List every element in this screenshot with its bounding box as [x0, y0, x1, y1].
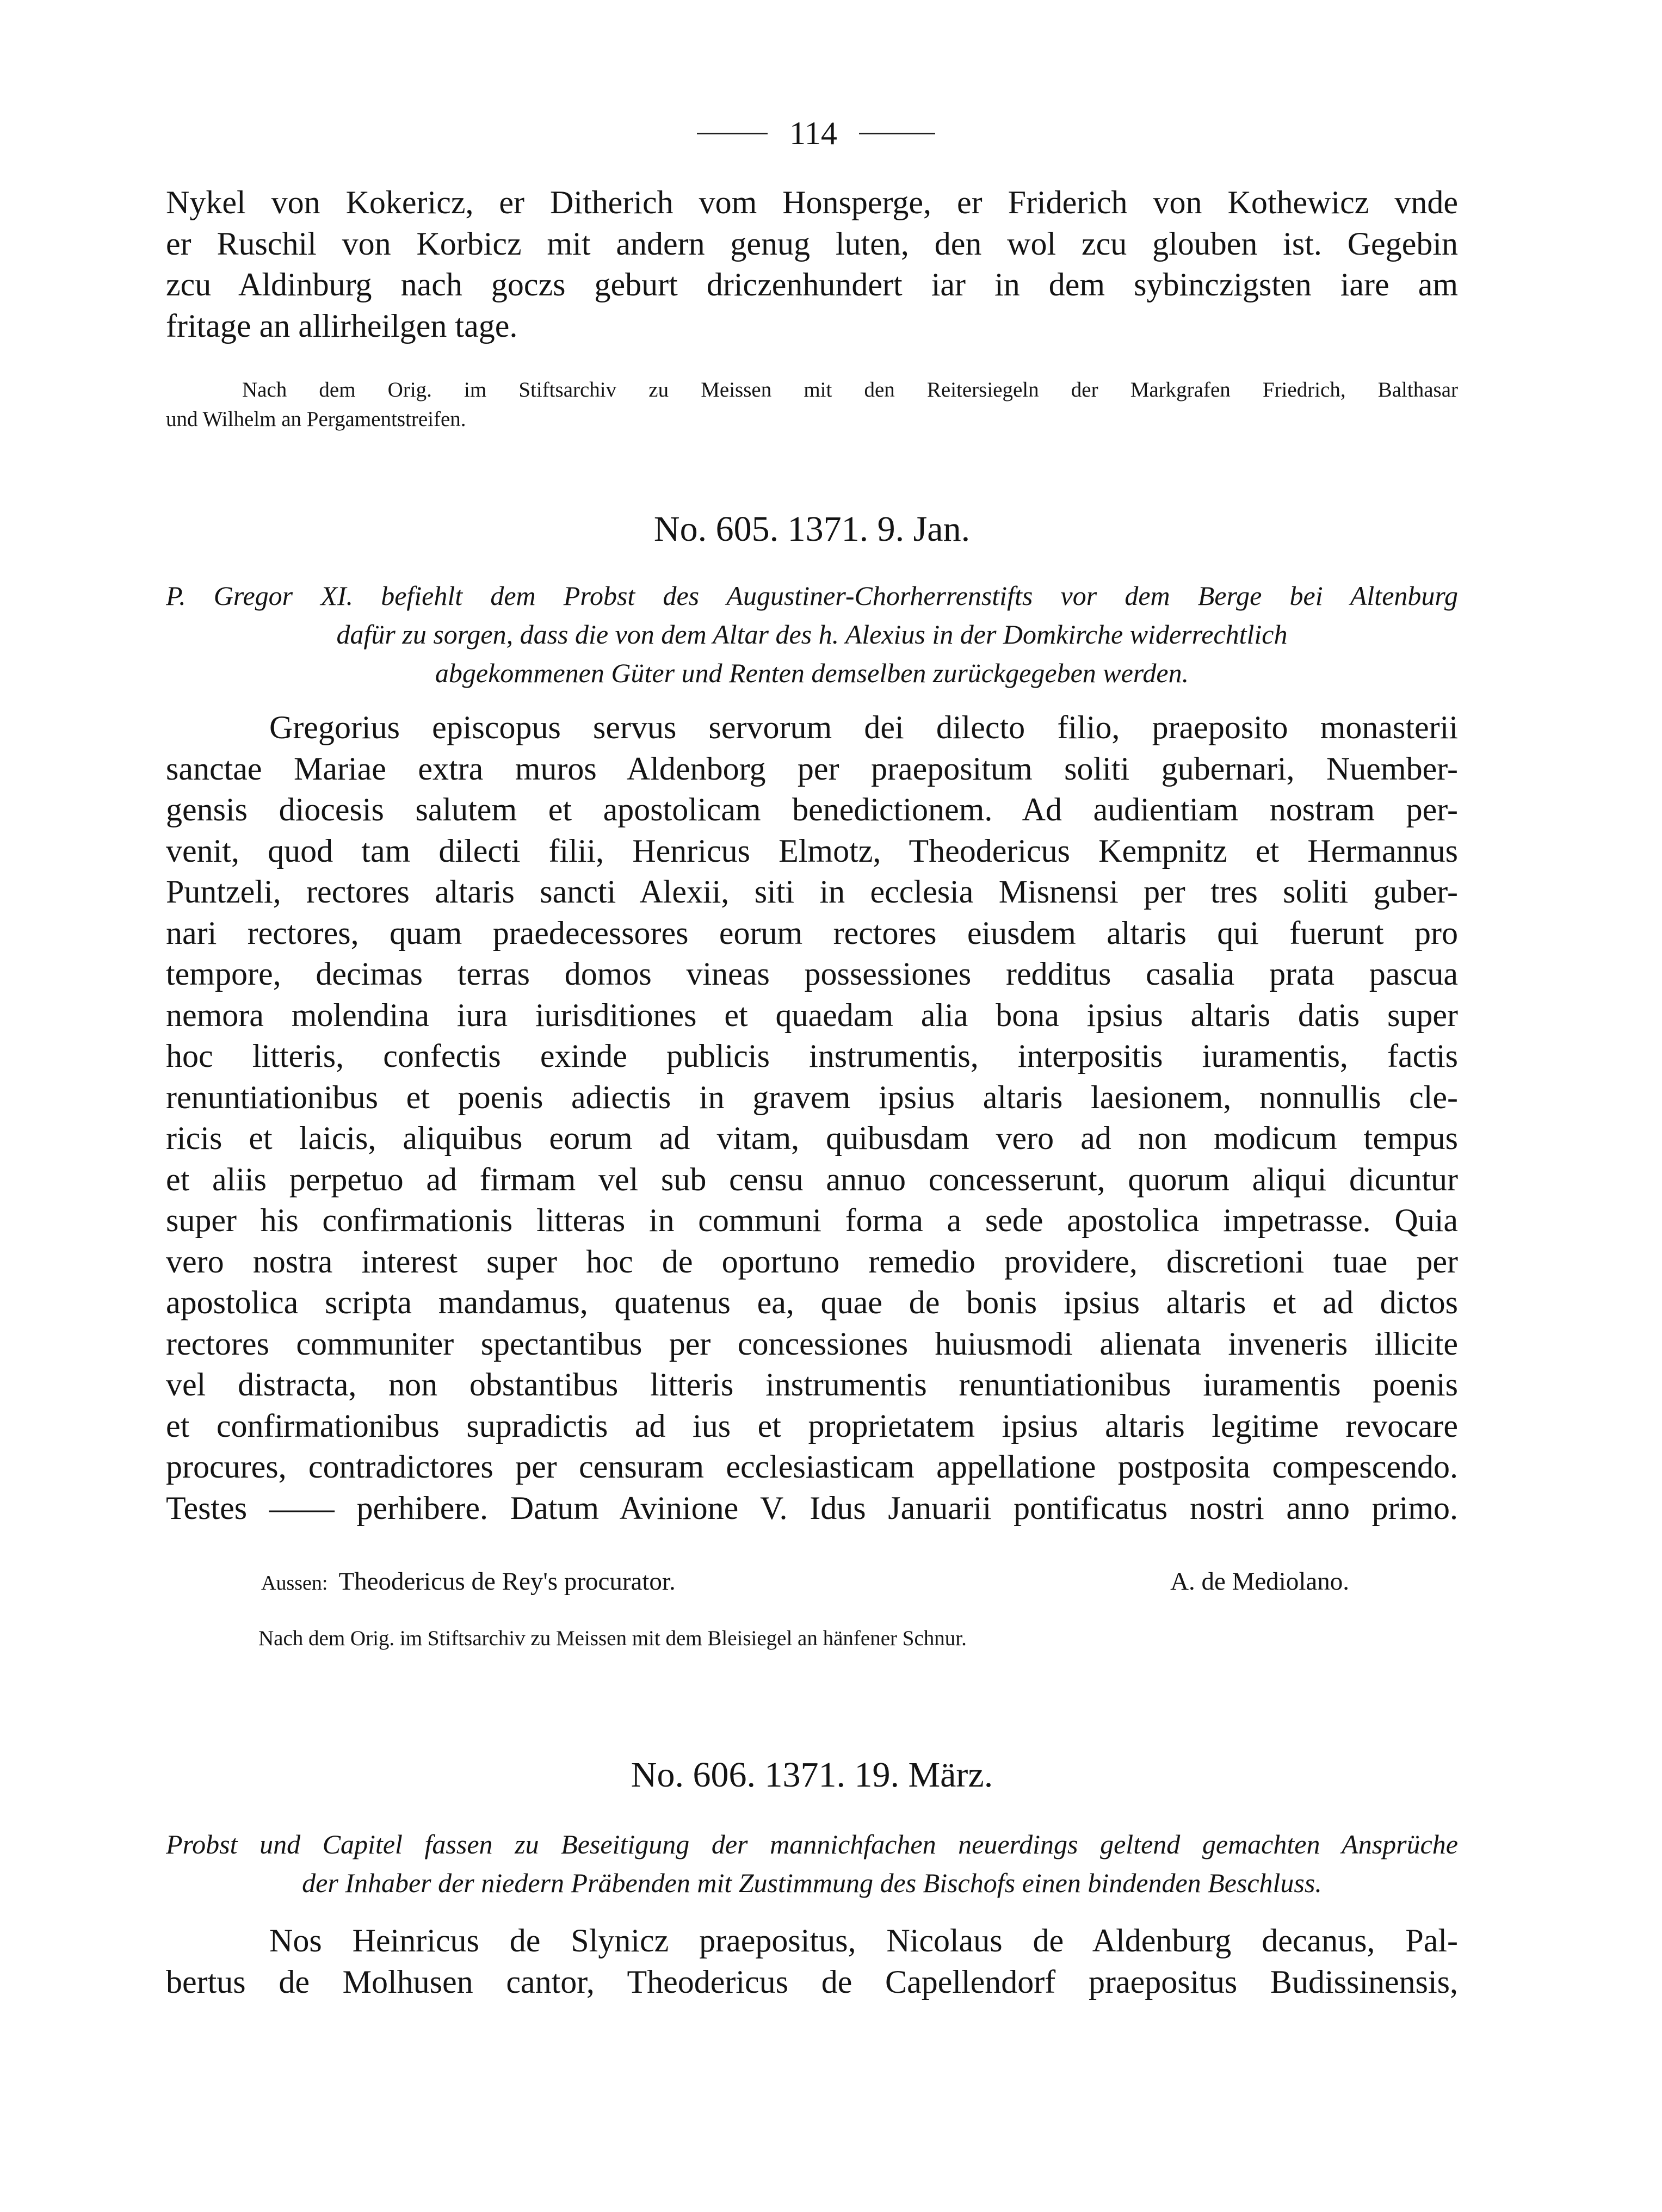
page-number-dash-left	[697, 133, 768, 134]
document-heading-606: No. 606. 1371. 19. März.	[631, 1755, 993, 1795]
text-line: fritage an allirheilgen tage.	[166, 307, 518, 344]
body-line: vero nostra interest super hoc de oportuno remedio providere, discretioni tuae per	[166, 1243, 1458, 1280]
source-line: und Wilhelm an Pergamentstreifen.	[166, 407, 466, 431]
body-line: Gregorius episcopus servus servorum dei dilecto filio, praeposito monasterii	[269, 709, 1458, 745]
body-line: tempore, decimas terras domos vineas possessiones redditus casalia prata pascua	[166, 956, 1458, 992]
body-line: rectores communiter spectantibus per concessiones huiusmodi alienata inveneris illicite	[166, 1325, 1458, 1362]
regest-line: abgekommenen Güter und Renten demselben zurückgegeben werden.	[435, 658, 1189, 688]
body-line: hoc litteris, confectis exinde publicis instrumentis, interpositis iuramentis, factis	[166, 1038, 1458, 1074]
regest-line: Probst und Capitel fassen zu Beseitigung der mannichfachen neuerdings geltend gemachten Ansprüche	[166, 1829, 1458, 1859]
body-line: sanctae Mariae extra muros Aldenborg per praepositum soliti gubernari, Nuember-	[166, 750, 1458, 787]
source-line: Nach dem Orig. im Stiftsarchiv zu Meissen mit dem Bleisiegel an hänfener Schnur.	[258, 1627, 967, 1650]
body-line: procures, contradictores per censuram ecclesiasticam appellatione postposita compescendo.	[166, 1449, 1458, 1485]
document-heading-605: No. 605. 1371. 9. Jan.	[653, 509, 971, 549]
body-line: Nos Heinricus de Slynicz praepositus, Nicolaus de Aldenburg decanus, Pal-	[269, 1923, 1458, 1958]
body-line: super his confirmationis litteras in communi forma a sede apostolica impetrasse. Quia	[166, 1202, 1458, 1238]
body-line: et aliis perpetuo ad firmam vel sub censu annuo concesserunt, quorum aliqui dicuntur	[166, 1161, 1458, 1197]
endorsement-left	[261, 1567, 676, 1596]
text-line: er Ruschil von Korbicz mit andern genug luten, den wol zcu glouben ist. Gegebin	[166, 225, 1458, 262]
body-line: gensis diocesis salutem et apostolicam benedictionem. Ad audientiam nostram per-	[166, 792, 1458, 827]
source-line: Nach dem Orig. im Stiftsarchiv zu Meissen mit den Reitersiegeln der Markgrafen Friedrich, Balthasar	[242, 378, 1458, 401]
body-line: bertus de Molhusen cantor, Theodericus de Capellendorf praepositus Budissinensis,	[166, 1963, 1458, 2000]
scribe-name: A. de Mediolano.	[1170, 1567, 1349, 1596]
text-line: Nykel von Kokericz, er Ditherich vom Honsperge, er Friderich von Kothewicz vnde	[166, 184, 1458, 220]
document-body-605	[166, 707, 1458, 1529]
body-line: renuntiationibus et poenis adiectis in gravem ipsius altaris laesionem, nonnullis cle-	[166, 1079, 1458, 1115]
text-line: zcu Aldinburg nach goczs geburt driczenhundert iar in dem sybinczigsten iare am	[166, 267, 1458, 302]
endorsement-text: Theodericus de Rey's procurator.	[338, 1567, 676, 1596]
body-line: ricis et laicis, aliquibus eorum ad vitam, quibusdam vero ad non modicum tempus	[166, 1120, 1458, 1156]
regest-606	[166, 1825, 1458, 1902]
regest-line: dafür zu sorgen, dass die von dem Altar des h. Alexius in der Domkirche widerrechtlich	[336, 619, 1288, 650]
source-note-605	[166, 1624, 1458, 1653]
body-line: nemora molendina iura iurisditiones et quaedam alia bona ipsius altaris datis super	[166, 997, 1458, 1033]
document-body-606	[166, 1920, 1458, 2003]
regest-605	[166, 577, 1458, 693]
endorsement-605	[261, 1567, 1349, 1596]
regest-line: P. Gregor XI. befiehlt dem Probst des Augustiner-Chorherrenstifts vor dem Berge bei Altenburg	[166, 580, 1458, 611]
page-number-dash-right	[859, 133, 935, 134]
endorsement-label: Aussen:	[261, 1572, 328, 1595]
page-number	[669, 109, 963, 158]
body-line: apostolica scripta mandamus, quatenus ea, quae de bonis ipsius altaris et ad dictos	[166, 1284, 1458, 1320]
page-number-text: 114	[789, 115, 837, 151]
continuation-text	[166, 182, 1458, 347]
regest-line: der Inhaber der niedern Präbenden mit Zustimmung des Bischofs einen bindenden Beschluss.	[302, 1868, 1322, 1898]
body-line: vel distracta, non obstantibus litteris instrumentis renuntiationibus iuramentis poenis	[166, 1367, 1458, 1402]
body-line: venit, quod tam dilecti filii, Henricus Elmotz, Theodericus Kempnitz et Hermannus	[166, 832, 1458, 869]
body-line: Puntzeli, rectores altaris sancti Alexii, siti in ecclesia Misnensi per tres soliti guber-	[166, 874, 1458, 910]
body-line: et confirmationibus supradictis ad ius et proprietatem ipsius altaris legitime revocare	[166, 1407, 1458, 1444]
body-line: nari rectores, quam praedecessores eorum rectores eiusdem altaris qui fuerunt pro	[166, 915, 1458, 951]
source-note	[166, 375, 1458, 434]
body-line: Testes —— perhibere. Datum Avinione V. Idus Januarii pontificatus nostri anno primo.	[166, 1490, 1458, 1526]
